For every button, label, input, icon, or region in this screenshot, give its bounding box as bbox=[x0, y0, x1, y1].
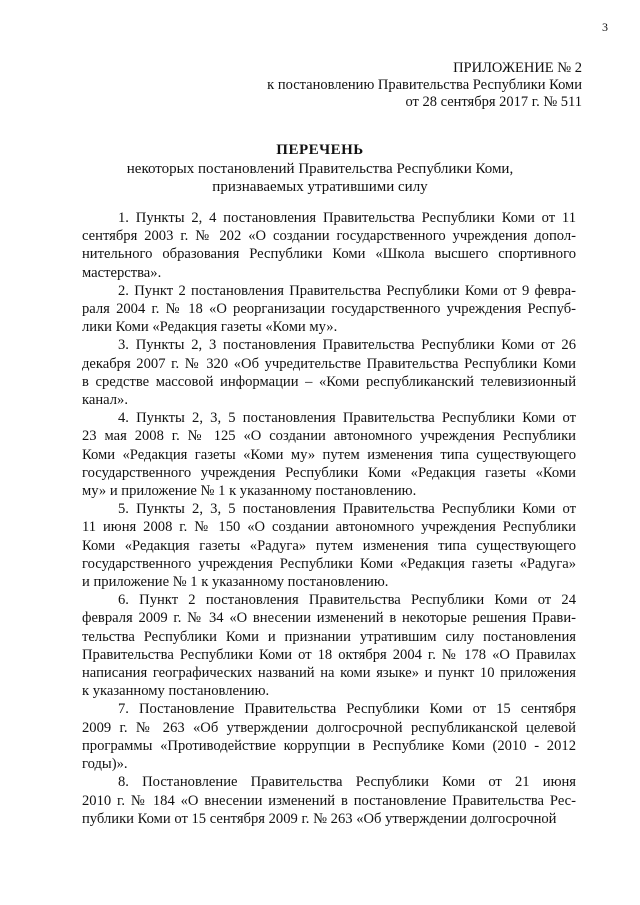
document-subtitle-line-1: некоторых постановлений Правительства Республики Коми, bbox=[126, 161, 514, 177]
item-line: му» и приложение № 1 к указанному постановлению. bbox=[82, 483, 417, 500]
item-line: написания географических названий на коми языке» и пункт 10 приложения bbox=[82, 665, 576, 682]
item-line: 23 мая 2008 г. № 125 «О создании автономного учреждения Республики bbox=[82, 428, 576, 445]
list-item bbox=[82, 209, 576, 282]
item-line: Коми «Редакция газеты «Коми му» путем изменения типа существующего bbox=[82, 446, 576, 463]
item-line: раля 2004 г. № 18 «О реорганизации государственного учреждения Респуб- bbox=[82, 301, 576, 318]
item-line: Коми «Редакция газеты «Радуга» путем изменения типа существующего bbox=[82, 537, 576, 554]
appendix-block bbox=[267, 60, 582, 111]
item-line: 2010 г. № 184 «О внесении изменений в постановление Правительства Рес- bbox=[82, 792, 576, 809]
appendix-title: ПРИЛОЖЕНИЕ № 2 bbox=[453, 60, 582, 76]
item-line: 8. Постановление Правительства Республики Коми от 21 июня bbox=[118, 774, 576, 791]
page-number: 3 bbox=[602, 20, 608, 34]
document-header bbox=[0, 141, 640, 196]
document-title: ПЕРЕЧЕНЬ bbox=[276, 142, 364, 158]
appendix-date: от 28 сентября 2017 г. № 511 bbox=[405, 94, 582, 110]
item-line: нительного образования Республики Коми «Школа высшего спортивного bbox=[82, 246, 576, 263]
item-line: к указанному постановлению. bbox=[82, 683, 270, 700]
item-line: в средстве массовой информации – «Коми республиканский телевизионный bbox=[82, 373, 576, 390]
document-subtitle-line-2: признаваемых утратившими силу bbox=[212, 179, 428, 195]
list-item bbox=[82, 591, 576, 700]
item-line: программы «Противодействие коррупции в Республике Коми (2010 - 2012 bbox=[82, 737, 576, 754]
item-line: канал». bbox=[82, 392, 128, 409]
item-line: мастерства». bbox=[82, 264, 162, 281]
item-line: 2. Пункт 2 постановления Правительства Республики Коми от 9 февра- bbox=[118, 282, 576, 299]
list-item bbox=[82, 409, 576, 500]
item-line: тельства Республики Коми и признании утратившим силу постановления bbox=[82, 628, 576, 645]
item-line: 7. Постановление Правительства Республики Коми от 15 сентября bbox=[118, 701, 576, 718]
item-line: Правительства Республики Коми от 18 октября 2004 г. № 178 «О Правилах bbox=[82, 646, 576, 663]
item-line: 1. Пункты 2, 4 постановления Правительства Республики Коми от 11 bbox=[118, 210, 576, 226]
item-line: 6. Пункт 2 постановления Правительства Республики Коми от 24 bbox=[118, 592, 576, 609]
item-line: и приложение № 1 к указанному постановлению. bbox=[82, 574, 389, 591]
item-line: сентября 2003 г. № 202 «О создании государственного учреждения допол- bbox=[82, 228, 576, 245]
item-line: государственного учреждения Республики Коми «Редакция газеты «Радуга» bbox=[82, 555, 576, 572]
list-item bbox=[82, 700, 576, 773]
list-item bbox=[82, 336, 576, 409]
item-line: 2009 г. № 263 «Об утверждении долгосрочной республиканской целевой bbox=[82, 719, 576, 736]
item-line: публики Коми от 15 сентября 2009 г. № 263 «Об утверждении долгосрочной bbox=[82, 810, 557, 827]
item-line: 11 июня 2008 г. № 150 «О создании автономного учреждения Республики bbox=[82, 519, 576, 536]
list-item bbox=[82, 282, 576, 337]
item-line: годы)». bbox=[82, 756, 128, 773]
list-item bbox=[82, 500, 576, 591]
item-line: декабря 2007 г. № 320 «Об учредительстве Правительства Республики Коми bbox=[82, 355, 576, 372]
items-list bbox=[82, 209, 576, 828]
item-line: 3. Пункты 2, 3 постановления Правительства Республики Коми от 26 bbox=[118, 337, 576, 354]
item-line: февраля 2009 г. № 34 «О внесении изменений в некоторые решения Прави- bbox=[82, 610, 576, 627]
list-item bbox=[82, 773, 576, 828]
appendix-reference: к постановлению Правительства Республики Коми bbox=[267, 77, 582, 93]
item-line: государственного учреждения Республики Коми «Редакция газеты «Коми bbox=[82, 464, 576, 481]
item-line: 4. Пункты 2, 3, 5 постановления Правительства Республики Коми от bbox=[118, 410, 576, 427]
item-line: 5. Пункты 2, 3, 5 постановления Правительства Республики Коми от bbox=[118, 501, 576, 518]
item-line: лики Коми «Редакция газеты «Коми му». bbox=[82, 319, 338, 336]
